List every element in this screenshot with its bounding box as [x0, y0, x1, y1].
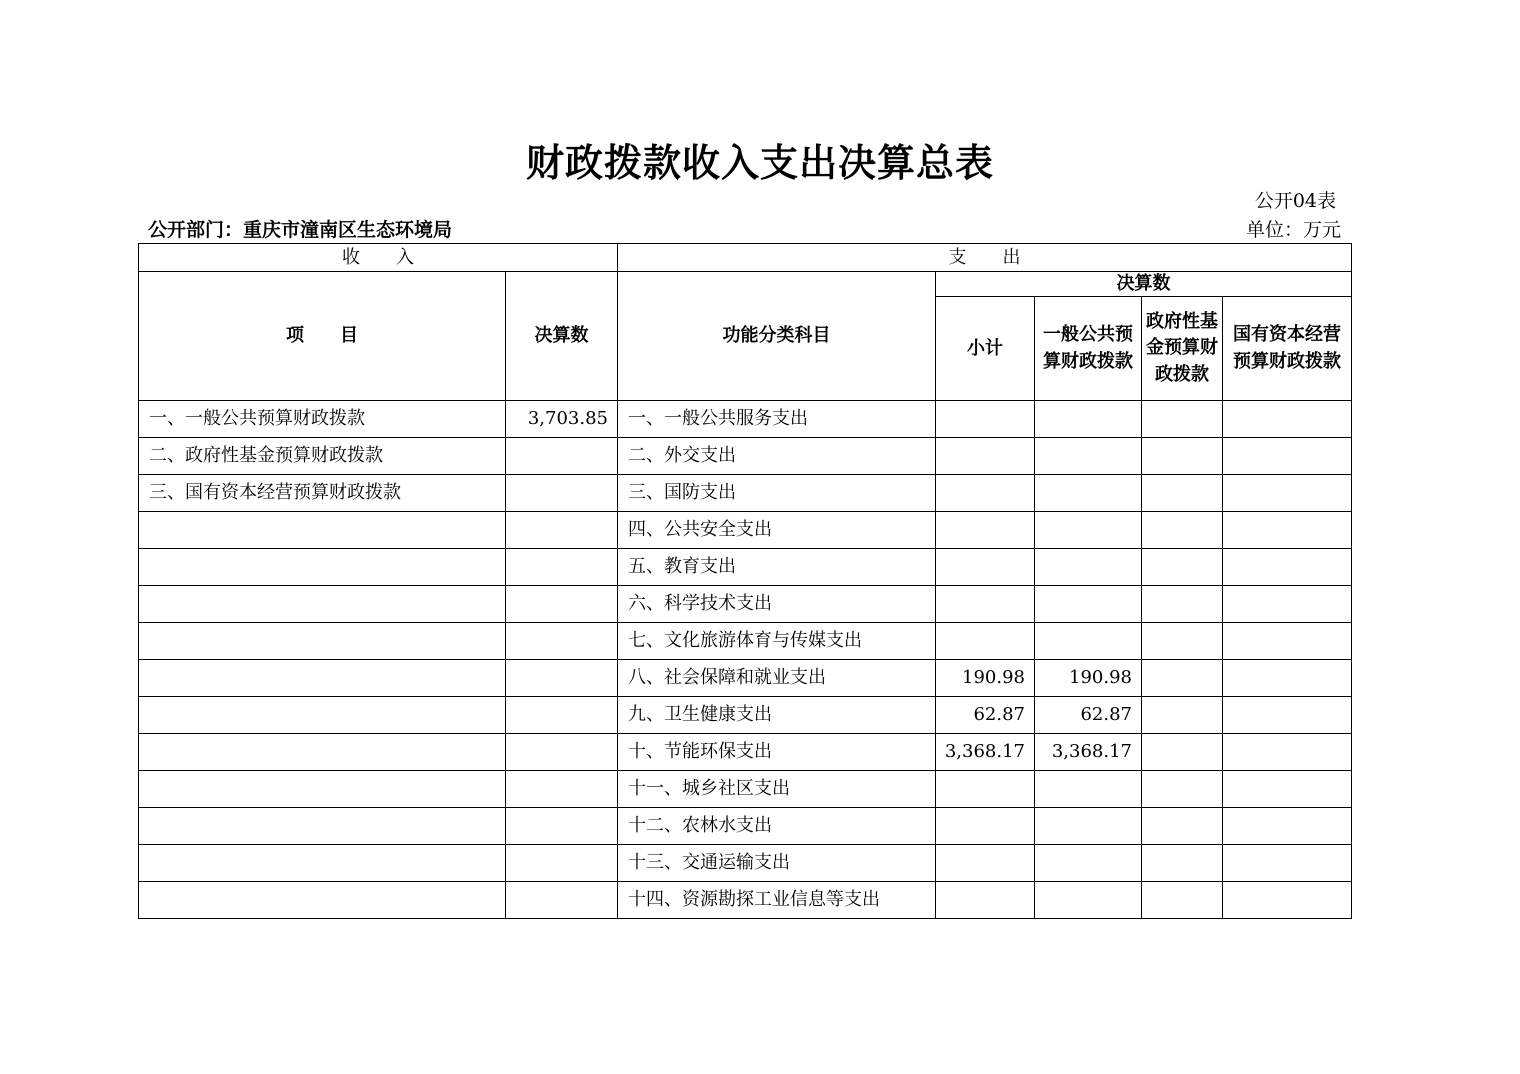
- income-amount-cell: [506, 845, 618, 882]
- gov-fund-cell: [1142, 882, 1223, 919]
- state-capital-cell: [1223, 549, 1352, 586]
- income-amount-cell: [506, 697, 618, 734]
- state-capital-cell: [1223, 438, 1352, 475]
- income-header: 收 入: [139, 244, 618, 272]
- col-header-item: 项 目: [139, 272, 506, 401]
- income-item-cell: [139, 697, 506, 734]
- income-amount-cell: [506, 438, 618, 475]
- expense-header: 支 出: [618, 244, 1352, 272]
- subtotal-cell: [936, 438, 1035, 475]
- function-category-cell: 二、外交支出: [618, 438, 936, 475]
- col-header-gov-fund: 政府性基金预算财政拨款: [1142, 297, 1223, 401]
- table-row: [139, 475, 1352, 512]
- state-capital-cell: [1223, 586, 1352, 623]
- col-header-function: 功能分类科目: [618, 272, 936, 401]
- gov-fund-cell: [1142, 734, 1223, 771]
- function-category-cell: 四、公共安全支出: [618, 512, 936, 549]
- function-category-cell: 六、科学技术支出: [618, 586, 936, 623]
- subtotal-cell: [936, 623, 1035, 660]
- gov-fund-cell: [1142, 438, 1223, 475]
- function-category-cell: 八、社会保障和就业支出: [618, 660, 936, 697]
- general-budget-cell: 190.98: [1035, 660, 1142, 697]
- general-budget-cell: [1035, 882, 1142, 919]
- gov-fund-cell: [1142, 660, 1223, 697]
- income-amount-cell: [506, 586, 618, 623]
- gov-fund-cell: [1142, 512, 1223, 549]
- gov-fund-cell: [1142, 697, 1223, 734]
- state-capital-cell: [1223, 771, 1352, 808]
- subtotal-cell: [936, 882, 1035, 919]
- gov-fund-cell: [1142, 808, 1223, 845]
- gov-fund-cell: [1142, 586, 1223, 623]
- income-item-cell: [139, 845, 506, 882]
- income-amount-cell: [506, 475, 618, 512]
- table-row: [139, 586, 1352, 623]
- subtotal-cell: 190.98: [936, 660, 1035, 697]
- col-header-amount: 决算数: [506, 272, 618, 401]
- income-amount-cell: [506, 771, 618, 808]
- state-capital-cell: [1223, 623, 1352, 660]
- function-category-cell: 十四、资源勘探工业信息等支出: [618, 882, 936, 919]
- general-budget-cell: [1035, 401, 1142, 438]
- unit-label: 单位：万元: [1245, 219, 1341, 241]
- col-header-general-budget: 一般公共预算财政拨款: [1035, 297, 1142, 401]
- subtotal-cell: [936, 512, 1035, 549]
- income-item-cell: 三、国有资本经营预算财政拨款: [139, 475, 506, 512]
- subtotal-cell: [936, 808, 1035, 845]
- income-item-cell: [139, 586, 506, 623]
- function-category-cell: 九、卫生健康支出: [618, 697, 936, 734]
- income-amount-cell: [506, 549, 618, 586]
- function-category-cell: 三、国防支出: [618, 475, 936, 512]
- col-header-state-capital: 国有资本经营预算财政拨款: [1223, 297, 1352, 401]
- income-item-cell: [139, 808, 506, 845]
- subtotal-cell: 62.87: [936, 697, 1035, 734]
- income-item-cell: 二、政府性基金预算财政拨款: [139, 438, 506, 475]
- function-category-cell: 十二、农林水支出: [618, 808, 936, 845]
- table-row: [139, 697, 1352, 734]
- state-capital-cell: [1223, 512, 1352, 549]
- income-item-cell: [139, 549, 506, 586]
- general-budget-cell: [1035, 549, 1142, 586]
- general-budget-cell: 3,368.17: [1035, 734, 1142, 771]
- income-item-cell: [139, 882, 506, 919]
- table-row: [139, 549, 1352, 586]
- general-budget-cell: [1035, 586, 1142, 623]
- general-budget-cell: [1035, 845, 1142, 882]
- state-capital-cell: [1223, 734, 1352, 771]
- income-item-cell: 一、一般公共预算财政拨款: [139, 401, 506, 438]
- subtotal-cell: [936, 845, 1035, 882]
- gov-fund-cell: [1142, 549, 1223, 586]
- subtotal-cell: [936, 401, 1035, 438]
- subtotal-cell: [936, 771, 1035, 808]
- table-row: [139, 512, 1352, 549]
- income-amount-cell: [506, 660, 618, 697]
- department-label: 公开部门：重庆市潼南区生态环境局: [148, 219, 453, 241]
- col-header-subtotal: 小计: [936, 297, 1035, 401]
- fiscal-summary-table: [138, 243, 1352, 919]
- state-capital-cell: [1223, 660, 1352, 697]
- general-budget-cell: [1035, 512, 1142, 549]
- general-budget-cell: [1035, 475, 1142, 512]
- function-category-cell: 十、节能环保支出: [618, 734, 936, 771]
- income-item-cell: [139, 512, 506, 549]
- col-header-settlement: 决算数: [936, 272, 1352, 297]
- table-row: [139, 882, 1352, 919]
- table-row: [139, 660, 1352, 697]
- income-item-cell: [139, 771, 506, 808]
- gov-fund-cell: [1142, 771, 1223, 808]
- function-category-cell: 十三、交通运输支出: [618, 845, 936, 882]
- income-item-cell: [139, 660, 506, 697]
- state-capital-cell: [1223, 475, 1352, 512]
- general-budget-cell: [1035, 623, 1142, 660]
- gov-fund-cell: [1142, 475, 1223, 512]
- function-category-cell: 十一、城乡社区支出: [618, 771, 936, 808]
- state-capital-cell: [1223, 882, 1352, 919]
- gov-fund-cell: [1142, 401, 1223, 438]
- table-row: [139, 401, 1352, 438]
- table-row: [139, 771, 1352, 808]
- income-item-cell: [139, 623, 506, 660]
- function-category-cell: 五、教育支出: [618, 549, 936, 586]
- income-amount-cell: [506, 512, 618, 549]
- table-row: [139, 808, 1352, 845]
- form-number: 公开04表: [1254, 190, 1336, 212]
- subtotal-cell: 3,368.17: [936, 734, 1035, 771]
- state-capital-cell: [1223, 697, 1352, 734]
- table-row: [139, 845, 1352, 882]
- state-capital-cell: [1223, 401, 1352, 438]
- function-category-cell: 七、文化旅游体育与传媒支出: [618, 623, 936, 660]
- income-amount-cell: 3,703.85: [506, 401, 618, 438]
- general-budget-cell: [1035, 771, 1142, 808]
- state-capital-cell: [1223, 808, 1352, 845]
- income-amount-cell: [506, 808, 618, 845]
- subtotal-cell: [936, 475, 1035, 512]
- income-amount-cell: [506, 623, 618, 660]
- subtotal-cell: [936, 586, 1035, 623]
- page-title: 财政拨款收入支出决算总表: [525, 140, 994, 185]
- income-amount-cell: [506, 882, 618, 919]
- state-capital-cell: [1223, 845, 1352, 882]
- general-budget-cell: [1035, 808, 1142, 845]
- table-row: [139, 438, 1352, 475]
- table-row: [139, 623, 1352, 660]
- gov-fund-cell: [1142, 623, 1223, 660]
- subtotal-cell: [936, 549, 1035, 586]
- table-row: [139, 734, 1352, 771]
- general-budget-cell: [1035, 438, 1142, 475]
- function-category-cell: 一、一般公共服务支出: [618, 401, 936, 438]
- gov-fund-cell: [1142, 845, 1223, 882]
- income-item-cell: [139, 734, 506, 771]
- general-budget-cell: 62.87: [1035, 697, 1142, 734]
- income-amount-cell: [506, 734, 618, 771]
